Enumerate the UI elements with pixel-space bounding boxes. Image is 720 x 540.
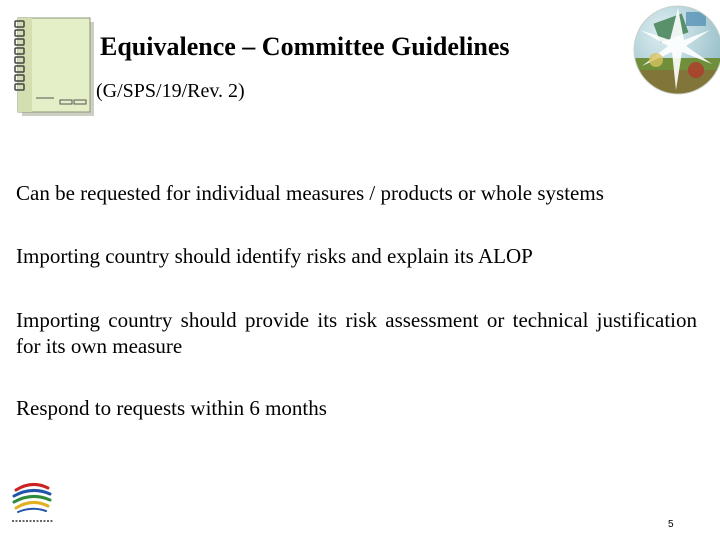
slide-subtitle: (G/SPS/19/Rev. 2): [96, 80, 245, 102]
notebook-icon: [14, 16, 96, 116]
slide-title: Equivalence – Committee Guidelines: [100, 32, 510, 61]
page-number: 5: [668, 519, 674, 530]
bullet-item: Respond to requests within 6 months: [16, 396, 327, 420]
bullet-item: Importing country should identify risks and explain its ALOP: [16, 244, 533, 268]
wto-logo: [8, 478, 58, 528]
bullet-item: Importing country should provide its risk assessment or technical justification for its own measure: [16, 308, 697, 358]
bullet-item: Can be requested for individual measures / products or whole systems: [16, 181, 604, 205]
globe-collage-image: [626, 0, 720, 100]
